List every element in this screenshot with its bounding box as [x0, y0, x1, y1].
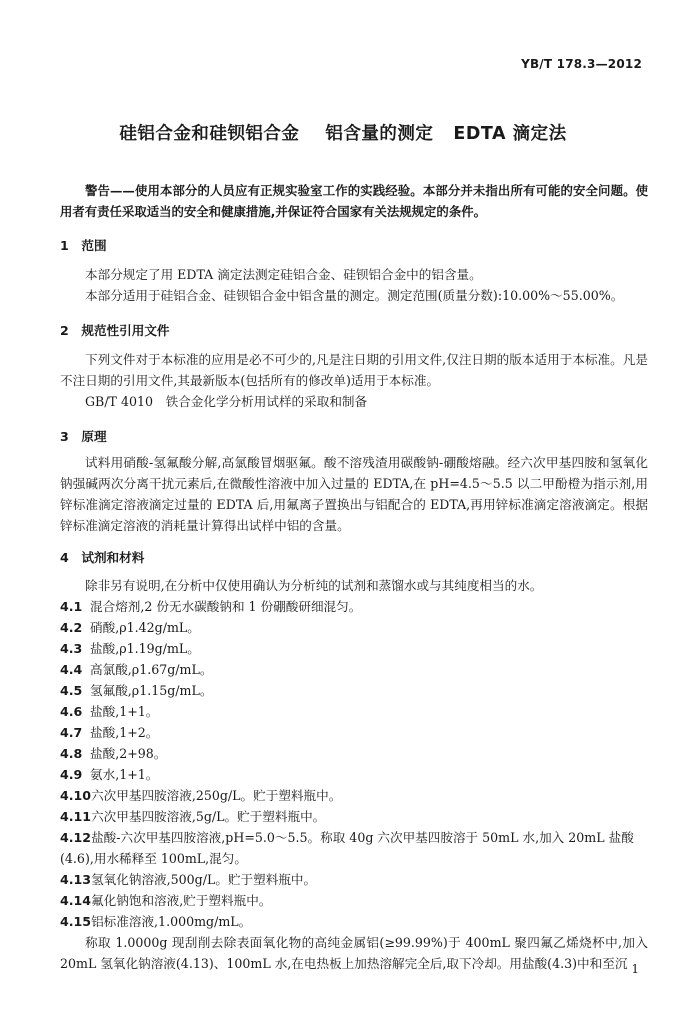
reagent-text: 盐酸-六次甲基四胺溶液,pH=5.0～5.5。称取 40g 六次甲基四胺溶于 50mL 水,加入 20mL 盐酸(4.6),用水稀释至 100mL,混匀。 — [60, 830, 634, 866]
reagent-item — [60, 890, 648, 911]
reagent-number: 4.1 — [60, 599, 83, 614]
reagent-item — [60, 701, 648, 722]
paragraph: 除非另有说明,在分析中仅使用确认为分析纯的试剂和蒸馏水或与其纯度相当的水。 — [85, 578, 543, 593]
reagent-text: 高氯酸,ρ1.67g/mL。 — [90, 662, 213, 677]
reagent-number: 4.2 — [60, 620, 83, 635]
section-heading: 4 试剂和材料 — [60, 550, 145, 565]
reagent-item — [60, 911, 648, 932]
reagent-text: 盐酸,2+98。 — [90, 746, 167, 761]
reagent-text: 氨水,1+1。 — [90, 767, 159, 782]
reagent-text: 盐酸,1+1。 — [90, 704, 159, 719]
reagent-text: 氢氟酸,ρ1.15g/mL。 — [90, 683, 213, 698]
reagent-number: 4.12 — [60, 830, 92, 845]
paragraph: 本部分规定了用 EDTA 滴定法测定硅铝合金、硅钡铝合金中的铝含量。 — [85, 267, 482, 282]
title-part-3: EDTA 滴定法 — [453, 124, 567, 144]
reagent-item — [60, 869, 648, 890]
section-4-body — [60, 575, 648, 974]
paragraph: 称取 1.0000g 现刮削去除表面氧化物的高纯金属铝(≥99.99%)于 400mL 聚四氟乙烯烧杯中,加入 20mL 氢氧化钠溶液(4.13)、100mL 水,在电热板上加热溶解完全后,取下冷却。用盐酸(4.3)中和至沉 — [60, 935, 648, 971]
standard-number: YB/T 178.3—2012 — [521, 57, 642, 71]
reagent-item — [60, 659, 648, 680]
reagent-text: 混合熔剂,2 份无水碳酸钠和 1 份硼酸研细混匀。 — [90, 599, 362, 614]
section-heading: 2 规范性引用文件 — [60, 323, 170, 338]
reagent-number: 4.11 — [60, 809, 92, 824]
reagent-item — [60, 764, 648, 785]
warning-text: 警告——使用本部分的人员应有正规实验室工作的实践经验。本部分并未指出所有可能的安全问题。使用者有责任采取适当的安全和健康措施,并保证符合国家有关法规规定的条件。 — [60, 183, 648, 219]
section-1 — [60, 235, 648, 256]
section-3 — [60, 426, 648, 447]
reagent-text: 盐酸,1+2。 — [90, 725, 159, 740]
reagent-item — [60, 785, 648, 806]
reagent-item — [60, 680, 648, 701]
reagent-text: 六次甲基四胺溶液,250g/L。贮于塑料瓶中。 — [91, 788, 342, 803]
reagent-number: 4.9 — [60, 767, 83, 782]
reagent-list — [60, 596, 648, 932]
reagent-number: 4.8 — [60, 746, 83, 761]
document-title — [0, 120, 686, 145]
reagent-number: 4.4 — [60, 662, 83, 677]
warning-block — [60, 180, 648, 222]
reagent-text: 硝酸,ρ1.42g/mL。 — [90, 620, 200, 635]
reagent-item — [60, 596, 648, 617]
reagent-item — [60, 638, 648, 659]
reagent-number: 4.14 — [60, 893, 92, 908]
paragraph: 本部分适用于硅铝合金、硅钡铝合金中铝含量的测定。测定范围(质量分数):10.00%～55.00%。 — [85, 288, 624, 303]
reagent-number: 4.7 — [60, 725, 83, 740]
section-heading: 1 范围 — [60, 238, 107, 253]
normative-reference: GB/T 4010 铁合金化学分析用试样的采取和制备 — [85, 394, 368, 409]
reagent-number: 4.10 — [60, 788, 92, 803]
paragraph: 下列文件对于本标准的应用是必不可少的,凡是注日期的引用文件,仅注日期的版本适用于本标准。凡是不注日期的引用文件,其最新版本(包括所有的修改单)适用于本标准。 — [60, 352, 648, 388]
reagent-item — [60, 743, 648, 764]
section-2-body — [60, 349, 648, 412]
reagent-item — [60, 617, 648, 638]
page-number: 1 — [631, 962, 639, 976]
reagent-item — [60, 722, 648, 743]
reagent-text: 氢氧化钠溶液,500g/L。贮于塑料瓶中。 — [91, 872, 317, 887]
paragraph: 试料用硝酸-氢氟酸分解,高氯酸冒烟驱氟。酸不溶残渣用碳酸钠-硼酸熔融。经六次甲基四胺和氢氧化钠强碱两次分离干扰元素后,在微酸性溶液中加入过量的 EDTA,在 pH=4.5～5.5 以二甲酚橙为指示剂,用锌标准滴定溶液滴定过量的 EDTA 后,用氟离子置换出与铝配合的 EDTA,再用锌标准滴定溶液滴定。根据锌标准滴定溶液的消耗量计算得出试样中铝的含量。 — [60, 455, 648, 533]
reagent-number: 4.6 — [60, 704, 83, 719]
section-heading: 3 原理 — [60, 429, 107, 444]
section-3-body — [60, 452, 648, 536]
reagent-number: 4.15 — [60, 914, 92, 929]
section-1-body — [60, 264, 648, 306]
reagent-item — [60, 827, 648, 869]
section-4 — [60, 547, 648, 568]
reagent-number: 4.5 — [60, 683, 83, 698]
title-part-1: 硅铝合金和硅钡铝合金 — [119, 124, 300, 144]
reagent-number: 4.3 — [60, 641, 83, 656]
reagent-text: 铝标准溶液,1.000mg/mL。 — [91, 914, 252, 929]
section-2 — [60, 320, 648, 341]
reagent-text: 氟化钠饱和溶液,贮于塑料瓶中。 — [91, 893, 272, 908]
reagent-number: 4.13 — [60, 872, 92, 887]
title-part-2: 铝含量的测定 — [325, 124, 434, 144]
reagent-text: 六次甲基四胺溶液,5g/L。贮于塑料瓶中。 — [91, 809, 326, 824]
reagent-item — [60, 806, 648, 827]
reagent-text: 盐酸,ρ1.19g/mL。 — [90, 641, 200, 656]
